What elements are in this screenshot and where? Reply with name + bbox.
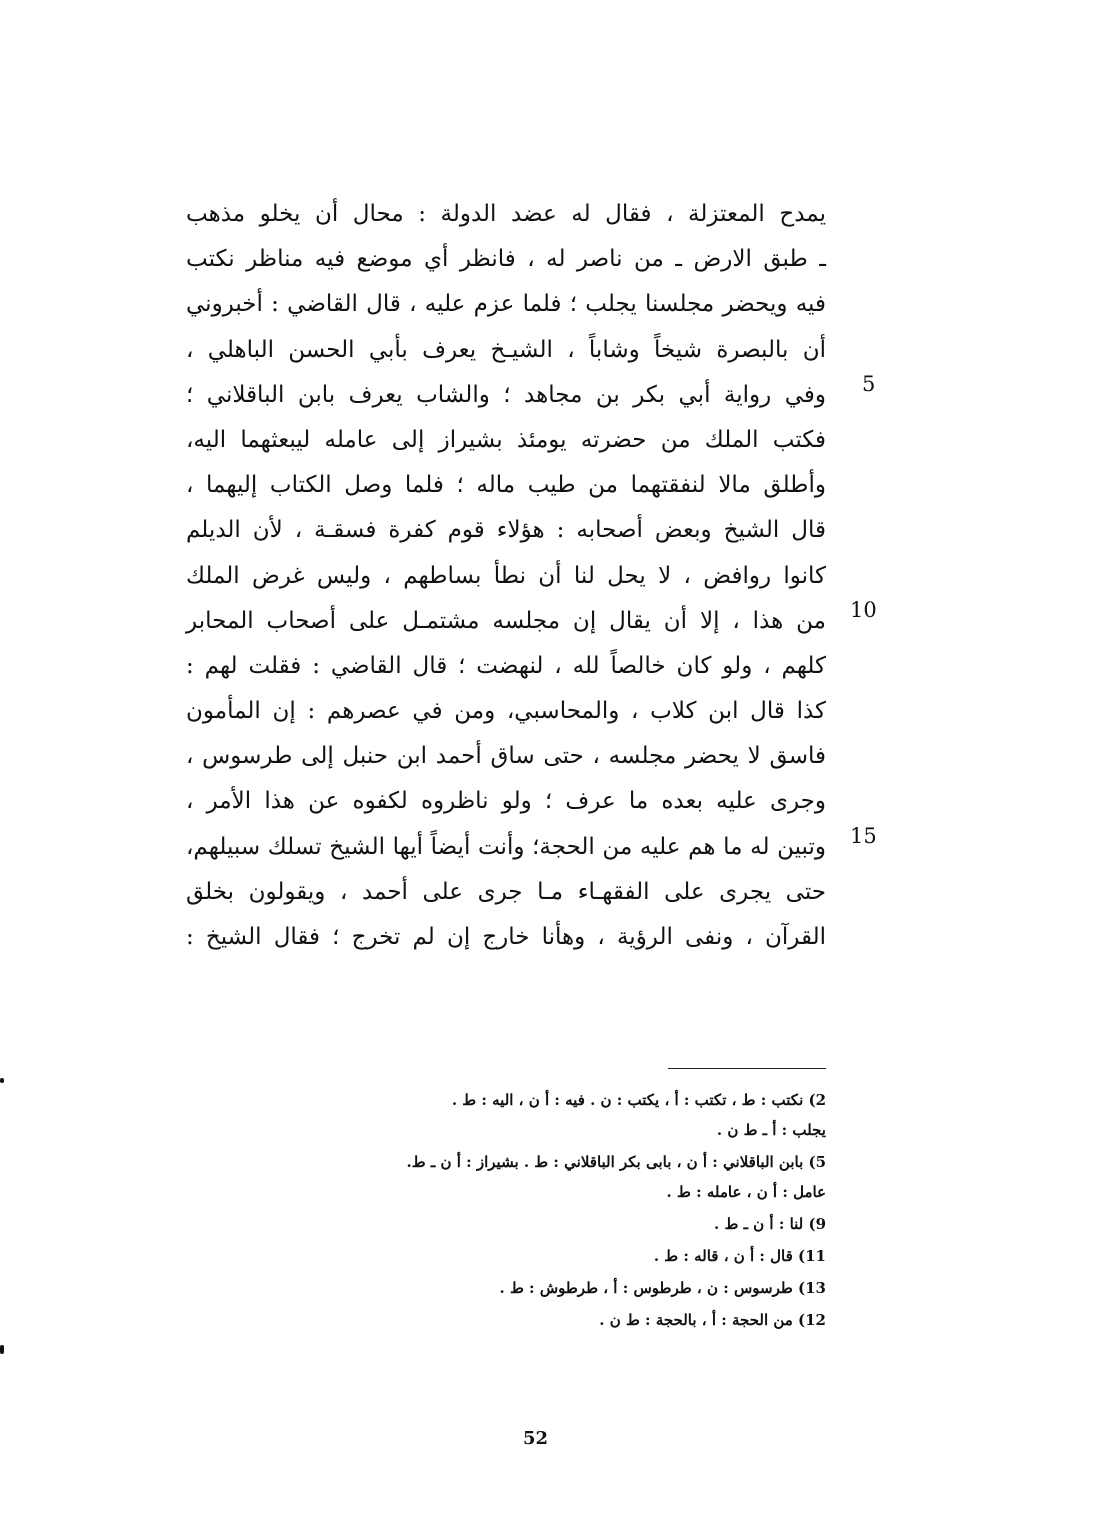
footnote-2-continued: يجلب : أ ـ ط ن .: [716, 1121, 826, 1139]
footnote-9: 9) لنا : أ ن ـ ط .: [714, 1215, 826, 1233]
scan-edge-mark: [0, 1345, 4, 1354]
footnote-2: 2) نكتب : ط ، تكتب : أ ، يكتب : ن . فيه : أ ن ، اليه : ط .: [451, 1091, 826, 1109]
scan-edge-mark: [0, 1078, 4, 1083]
text-line-13: فاسق لا يحضر مجلسه ، حتى ساق أحمد ابن حنبل إلى طرسوس ،: [186, 743, 826, 770]
text-line-7: وأطلق مالا لنفقتهما من طيب ماله ؛ فلما وصل الكتاب إليهما ،: [186, 472, 826, 499]
line-number-10: 10: [850, 598, 877, 622]
text-line-10: من هذا ، إلا أن يقال إن مجلسه مشتمـل على أصحاب المحابر: [186, 607, 826, 634]
text-line-2: ـ طبق الارض ـ من ناصر له ، فانظر أي موضع فيه مناظر نكتب: [186, 246, 826, 273]
footnote-13: 13) طرسوس : ن ، طرطوس : أ ، طرطوش : ط .: [499, 1279, 826, 1297]
main-text: [186, 192, 826, 960]
text-line-14: وجرى عليه بعده ما عرف ؛ ولو ناظروه لكفوه عن هذا الأمر ،: [186, 788, 826, 815]
footnote-5-continued: عامل : أ ن ، عامله : ط .: [666, 1183, 826, 1201]
text-line-4: أن بالبصرة شيخاً وشاباً ، الشيـخ يعرف بأبي الحسن الباهلي ،: [186, 336, 826, 363]
footnote-separator: [668, 1068, 826, 1069]
footnote-11: 11) قال : أ ن ، قاله : ط .: [653, 1247, 826, 1265]
text-line-17: القرآن ، ونفى الرؤية ، وهأنا خارج إن لم تخرج ؛ فقال الشيخ :: [186, 924, 826, 950]
text-line-5: وفي رواية أبي بكر بن مجاهد ؛ والشاب يعرف بابن الباقلاني ؛: [186, 381, 826, 408]
text-line-16: حتى يجرى على الفقهـاء مـا جرى على أحمد ، ويقولون بخلق: [186, 878, 827, 905]
text-line-8: قال الشيخ وبعض أصحابه : هؤلاء قوم كفرة فسقـة ، لأن الديلم: [186, 517, 826, 544]
page-number: 52: [522, 1428, 549, 1449]
text-line-6: فكتب الملك من حضرته يومئذ بشيراز إلى عامله ليبعثهما اليه،: [186, 426, 826, 453]
line-number-5: 5: [862, 372, 876, 396]
text-line-12: كذا قال ابن كلاب ، والمحاسبي، ومن في عصرهم : إن المأمون: [186, 698, 826, 725]
text-line-3: فيه ويحضر مجلسنا يجلب ؛ فلما عزم عليه ، قال القاضي : أخبروني: [186, 291, 826, 318]
line-number-15: 15: [850, 824, 877, 848]
text-line-9: كانوا روافض ، لا يحل لنا أن نطأ بساطهم ، وليس غرض الملك: [186, 562, 826, 589]
footnote-12: 12) من الحجة : أ ، بالحجة : ط ن .: [599, 1311, 826, 1329]
footnote-5: 5) بابن الباقلاني : أ ن ، بابى بكر الباقلاني : ط . بشيراز : أ ن ـ ط.: [406, 1153, 826, 1171]
text-line-11: كلهم ، ولو كان خالصاً لله ، لنهضت ؛ قال القاضي : فقلت لهم :: [186, 652, 826, 679]
text-line-1: يمدح المعتزلة ، فقال له عضد الدولة : محال أن يخلو مذهب: [186, 201, 826, 227]
text-line-15: وتبين له ما هم عليه من الحجة؛ وأنت أيضاً أيها الشيخ تسلك سبيلهم،: [186, 833, 826, 860]
footnotes: [186, 1084, 826, 1336]
